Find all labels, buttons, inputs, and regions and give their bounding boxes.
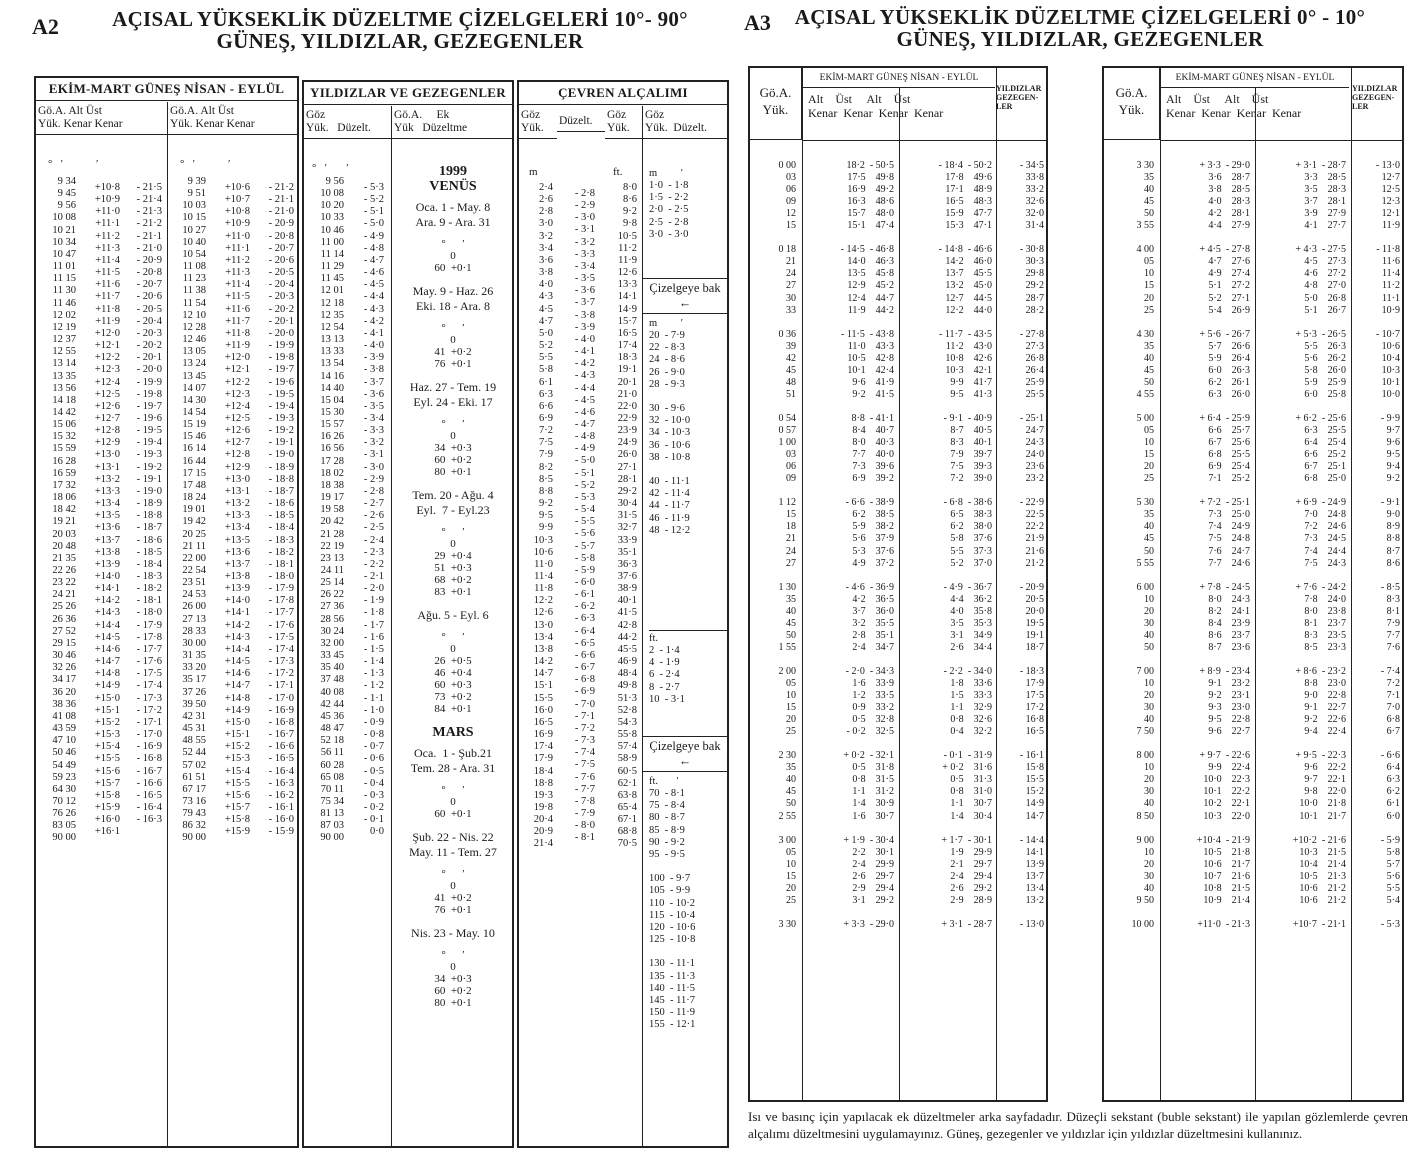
dip-subhead-corr: Düzelt. <box>557 106 605 132</box>
planet-correction-values: ° ′ 0 41 +0·2 76 +0·1 <box>434 322 472 370</box>
header-rule <box>1161 140 1402 141</box>
planet-date-block <box>394 488 512 598</box>
planet-date-block <box>394 380 512 478</box>
dip-subhead-height: Göz Yük. <box>519 106 557 139</box>
title-line-1: AÇISAL YÜKSEKLİK DÜZELTME ÇİZELGELERİ 10°- 90° <box>112 7 688 31</box>
footer-note: Isı ve basınç için yapılacak ek düzeltmeler arka sayfadadır. Düzeçli sekstant (buble sekstant) ile yapılan gözlemlerde çevren alçalımı düzeltmesini uygulamayınız. Güneş, gezegenler ve yıldızlar için yıldızlar düzeltmesini kullanınız. <box>748 1109 1408 1141</box>
summer-lower-limb-column: +10·6 +10·7 +10·8 +10·9 +11·0 +11·1 +11·2 +11·3 +11·4 +11·5 +11·6 +11·7 +11·8 +11·9 +12·0 +12·1 +12·2 +12·3 +12·4 +12·5 +12·6 +12·7 +12·8 +12·9 +13·0 +13·1 +13·2 +13·3 +13·4 +13·5 +13·6 +13·7 +13·8 +13·9 +14·0 +14·1 +14·2 +14·3 +14·4 +14·5 +14·6 +14·7 +14·8 +14·9 +15·0 +15·1 +15·2 +15·3 +15·4 +15·5 +15·6 +15·7 +15·8 +15·9 <box>224 182 250 838</box>
dip-correction-column: - 2·8 - 2·9 - 3·0 - 3·1 - 3·2 - 3·3 - 3·4 - 3·5 - 3·6 - 3·7 - 3·8 - 3·9 - 4·0 - 4·1 - 4·2 - 4·3 - 4·4 - 4·5 - 4·6 - 4·7 - 4·8 - 4·9 - 5·0 - 5·1 - 5·2 - 5·3 - 5·4 - 5·5 - 5·6 - 5·7 - 5·8 - 5·9 - 6·0 - 6·1 - 6·2 - 6·3 - 6·4 - 6·5 - 6·6 - 6·7 - 6·8 - 6·9 - 7·0 - 7·1 - 7·2 - 7·3 - 7·4 - 7·5 - 7·6 - 7·7 - 7·8 - 7·9 - 8·0 - 8·1 <box>574 188 595 844</box>
dip-small-m-2: m ′ 20 - 7·9 22 - 8·3 24 - 8·6 26 - 9·0 28 - 9·3 30 - 9·6 32 - 10·0 34 - 10·3 36 - 10·6 38 - 10·8 40 - 11·1 42 - 11·4 44 - 11·7 46 - 11·9 48 - 12·2 <box>649 318 691 536</box>
planet-correction-values: ° ′ 0 41 +0·2 76 +0·1 <box>434 868 472 916</box>
sun-table-header: EKİM-MART GÜNEŞ NİSAN - EYLÜL <box>36 78 297 101</box>
divider <box>391 106 392 1146</box>
planet-date-block <box>394 608 512 715</box>
dip-small-ft-2: ft. ′ 70 - 8·1 75 - 8·4 80 - 8·7 85 - 8·9 90 - 9·2 95 - 9·5 100 - 9·7 105 - 9·9 110 - 10·2 115 - 10·4 120 - 10·6 125 - 10·8 130 - 11·1 135 - 11·3 140 - 11·5 145 - 11·7 150 - 11·9 155 - 12·1 <box>649 776 696 1031</box>
dip-table <box>517 80 729 1148</box>
unit-ft: ft. <box>613 166 623 178</box>
venus-label: VENÜS <box>429 179 477 194</box>
venus-blocks <box>394 200 512 715</box>
low-altitude-table-2 <box>1102 66 1404 1102</box>
stars-correction-column: - 5·3 - 5·2 - 5·1 - 5·0 - 4·9 - 4·8 - 4·7 - 4·6 - 4·5 - 4·4 - 4·3 - 4·2 - 4·1 - 4·0 - 3·9 - 3·8 - 3·7 - 3·6 - 3·5 - 3·4 - 3·3 - 3·2 - 3·1 - 3·0 - 2·9 - 2·8 - 2·7 - 2·6 - 2·5 - 2·4 - 2·3 - 2·2 - 2·1 - 2·0 - 1·9 - 1·8 - 1·7 - 1·6 - 1·5 - 1·4 - 1·3 - 1·2 - 1·1 - 1·0 - 0·9 - 0·8 - 0·7 - 0·6 - 0·5 - 0·4 - 0·3 - 0·2 - 0·1 0·0 <box>363 182 384 838</box>
altitude-column: 0 00 03 06 09 12 15 0 18 21 24 27 30 33 0 36 39 42 45 48 51 0 54 0 57 1 00 03 06 09 1 12 15 18 21 24 27 1 30 35 40 45 50 1 55 2 00 05 10 15 20 25 2 30 35 40 45 50 2 55 3 00 05 10 15 20 25 3 30 <box>778 160 796 930</box>
planet-date-range: Şub. 22 - Nis. 22 May. 11 - Tem. 27 <box>409 830 497 859</box>
winter-limb-column: 18·2 - 50·5 17·5 49·8 16·9 49·2 16·3 48·6 15·7 48·0 15·1 47·4 - 14·5 - 46·8 14·0 46·3 13·5 45·8 12·9 45·2 12·4 44·7 11·9 44·2 - 11·5 - 43·8 11·0 43·3 10·5 42·8 10·1 42·4 9·6 41·9 9·2 41·5 8·8 - 41·1 8·4 40·7 8·0 40·3 7·7 40·0 7·3 39·6 6·9 39·2 - 6·6 - 38·9 6·2 38·5 5·9 38·2 5·6 37·9 5·3 37·6 4·9 37·2 - 4·6 - 36·9 4·2 36·5 3·7 36·0 3·2 35·5 2·8 35·1 2·4 34·7 - 2·0 - 34·3 1·6 33·9 1·2 33·5 0·9 33·2 0·5 32·8 - 0·2 32·5 + 0·2 - 32·1 0·5 31·8 0·8 31·5 1·1 31·2 1·4 30·9 1·6 30·7 + 1·9 - 30·4 2·2 30·1 2·4 29·9 2·6 29·7 2·9 29·4 3·1 29·2 + 3·3 - 29·0 <box>840 160 894 930</box>
stars-column: - 34·5 33·8 33·2 32·6 32·0 31·4 - 30·8 30·3 29·8 29·2 28·7 28·2 - 27·8 27·3 26·8 26·4 25·9 25·5 - 25·1 24·7 24·3 24·0 23·6 23·2 - 22·9 22·5 22·2 21·9 21·6 21·2 - 20·9 20·5 20·0 19·5 19·1 18·7 - 18·3 17·9 17·5 17·2 16·8 16·5 - 16·1 15·8 15·5 15·2 14·9 14·7 - 14·4 14·1 13·9 13·7 13·4 13·2 - 13·0 <box>1019 160 1044 930</box>
divider <box>167 102 168 1146</box>
planet-date-block <box>394 284 512 370</box>
summer-upper-limb-column: - 21·2 - 21·1 - 21·0 - 20·9 - 20·8 - 20·7 - 20·6 - 20·5 - 20·4 - 20·3 - 20·2 - 20·1 - 20·0 - 19·9 - 19·8 - 19·7 - 19·6 - 19·5 - 19·4 - 19·3 - 19·2 - 19·1 - 19·0 - 18·9 - 18·8 - 18·7 - 18·6 - 18·5 - 18·4 - 18·3 - 18·2 - 18·1 - 18·0 - 17·9 - 17·8 - 17·7 - 17·6 - 17·5 - 17·4 - 17·3 - 17·2 - 17·1 - 17·0 - 16·9 - 16·8 - 16·7 - 16·6 - 16·5 - 16·4 - 16·3 - 16·2 - 16·1 - 16·0 - 15·9 <box>268 182 294 838</box>
altitude-header: Gö.A. Yük. <box>1104 68 1160 140</box>
dip-subhead-height-ft: Göz Yük. <box>605 106 643 139</box>
planet-date-range: Oca. 1 - Şub.21 Tem. 28 - Ara. 31 <box>410 746 496 775</box>
planet-date-block <box>394 830 512 916</box>
left-arrow-icon: ← <box>678 754 692 768</box>
page-code: A2 <box>32 14 59 39</box>
planet-date-block <box>394 746 512 820</box>
planet-correction-values: ° ′ 0 29 +0·4 51 +0·3 68 +0·2 83 +0·1 <box>434 526 472 598</box>
units: ° ′ ′ <box>312 162 349 174</box>
planet-correction-values: ° ′ 0 34 +0·3 60 +0·2 80 +0·1 <box>434 418 472 478</box>
winter-upper-limb-column: - 21·5 - 21·4 - 21·3 - 21·2 - 21·1 - 21·0 - 20·9 - 20·8 - 20·7 - 20·6 - 20·5 - 20·4 - 20·3 - 20·2 - 20·1 - 20·0 - 19·9 - 19·8 - 19·7 - 19·6 - 19·5 - 19·4 - 19·3 - 19·2 - 19·1 - 19·0 - 18·9 - 18·8 - 18·7 - 18·6 - 18·5 - 18·4 - 18·3 - 18·2 - 18·1 - 18·0 - 17·9 - 17·8 - 17·7 - 17·6 - 17·5 - 17·4 - 17·3 - 17·2 - 17·1 - 17·0 - 16·9 - 16·8 - 16·7 - 16·6 - 16·5 - 16·4 - 16·3 <box>136 182 162 826</box>
year-label: 1999 <box>439 164 467 179</box>
planet-date-range: Ağu. 5 - Eyl. 6 <box>417 608 489 622</box>
dip-table-header: ÇEVREN ALÇALIMI <box>519 82 727 105</box>
units: ° ′ ′ <box>48 158 99 170</box>
stars-subhead-left: Göz Yük. Düzelt. <box>304 106 392 139</box>
sun-header: EKİM-MART GÜNEŞ NİSAN - EYLÜL <box>803 68 995 88</box>
page-title <box>100 8 700 52</box>
title-line-2: GÜNEŞ, YILDIZLAR, GEZEGENLER <box>896 27 1264 51</box>
dip-small-m-1: m ′ 1·0 - 1·8 1·5 - 2·2 2·0 - 2·5 2·5 - 2·8 3·0 - 3·0 <box>649 168 689 240</box>
divider <box>802 68 803 1100</box>
planet-correction-values: ° ′ 0 60 +0·1 <box>434 238 472 274</box>
divider <box>1255 88 1256 1100</box>
planet-date-block <box>394 926 512 1009</box>
dip-subhead-small: Göz Yük. Düzelt. <box>643 106 727 139</box>
divider <box>996 68 997 1100</box>
divider <box>1351 68 1352 1100</box>
planet-correction-values: ° ′ 0 26 +0·5 46 +0·4 60 +0·3 73 +0·2 84 +0·1 <box>434 631 472 715</box>
planet-date-range: May. 9 - Haz. 26 Eki. 18 - Ara. 8 <box>412 284 494 313</box>
mars-label: MARS <box>432 725 474 740</box>
see-table-text: Çizelgeye bak <box>649 739 721 753</box>
summer-altitude-column: 9 39 9 51 10 03 10 15 10 27 10 40 10 54 11 08 11 23 11 38 11 54 12 10 12 28 12 46 13 05 13 24 13 45 14 07 14 30 14 54 15 19 15 46 16 14 16 44 17 15 17 48 18 24 19 01 19 42 20 25 21 11 22 00 22 54 23 51 24 53 26 00 27 13 28 33 30 00 31 35 33 20 35 17 37 26 39 50 42 31 45 31 48 55 52 44 57 02 61 51 67 17 73 16 79 43 86 32 90 00 <box>182 176 206 844</box>
see-table-text: Çizelgeye bak <box>649 281 721 295</box>
units: ° ′ ′ <box>180 158 231 170</box>
dip-small-ft-1: ft. 2 - 1·4 4 - 1·9 6 - 2·4 8 - 2·7 10 - 3·1 <box>649 630 729 706</box>
page-code: A3 <box>744 10 771 35</box>
see-table-note-2 <box>643 736 727 772</box>
stars-altitude-column: 9 56 10 08 10 20 10 33 10 46 11 00 11 14 11 29 11 45 12 01 12 18 12 35 12 54 13 13 13 33 13 54 14 16 14 40 15 04 15 30 15 57 16 26 16 56 17 28 18 02 18 38 19 17 19 58 20 42 21 28 22 19 23 13 24 11 25 14 26 22 27 36 28 56 30 24 32 00 33 45 35 40 37 48 40 08 42 44 45 36 48 47 52 18 56 11 60 28 65 08 70 11 75 34 81 13 87 03 90 00 <box>320 176 344 844</box>
sun-header: EKİM-MART GÜNEŞ NİSAN - EYLÜL <box>1161 68 1349 88</box>
altitude-header: Gö.A. Yük. <box>750 68 802 140</box>
stars-column: - 13·0 12·7 12·5 12·3 12·1 11·9 - 11·8 11·6 11·4 11·2 11·1 10·9 - 10·7 10·6 10·4 10·3 10·1 10·0 - 9·9 9·7 9·6 9·5 9·4 9·2 - 9·1 9·0 8·9 8·8 8·7 8·6 - 8·5 8·3 8·1 7·9 7·7 7·6 - 7·4 7·2 7·1 7·0 6·8 6·7 - 6·6 6·4 6·3 6·2 6·1 6·0 - 5·9 5·8 5·7 5·6 5·5 5·4 - 5·3 <box>1375 160 1400 930</box>
stars-table-header: YILDIZLAR VE GEZEGENLER <box>304 82 512 105</box>
planet-correction-values: ° ′ 0 60 +0·1 <box>434 784 472 820</box>
sun-subhead-winter: Gö.A. Alt Üst Yük. Kenar Kenar <box>36 102 168 135</box>
planet-date-range: Nis. 23 - May. 10 <box>411 926 495 940</box>
page-title <box>780 6 1380 50</box>
winter-lower-limb-column: +10·8 +10·9 +11·0 +11·1 +11·2 +11·3 +11·4 +11·5 +11·6 +11·7 +11·8 +11·9 +12·0 +12·1 +12·2 +12·3 +12·4 +12·5 +12·6 +12·7 +12·8 +12·9 +13·0 +13·1 +13·2 +13·3 +13·4 +13·5 +13·6 +13·7 +13·8 +13·9 +14·0 +14·1 +14·2 +14·3 +14·4 +14·5 +14·6 +14·7 +14·8 +14·9 +15·0 +15·1 +15·2 +15·3 +15·4 +15·5 +15·6 +15·7 +15·8 +15·9 +16·0 +16·1 <box>94 182 120 838</box>
dip-m-column: 2·4 2·6 2·8 3·0 3·2 3·4 3·6 3·8 4·0 4·3 4·5 4·7 5·0 5·2 5·5 5·8 6·1 6·3 6·6 6·9 7·2 7·5 7·9 8·2 8·5 8·8 9·2 9·5 9·9 10·3 10·6 11·0 11·4 11·8 12·2 12·6 13·0 13·4 13·8 14·2 14·7 15·1 15·5 16·0 16·5 16·9 17·4 17·9 18·4 18·8 19·3 19·8 20·4 20·9 21·4 <box>533 182 553 850</box>
dip-ft-column: 8·0 8·6 9·2 9·8 10·5 11·2 11·9 12·6 13·3 14·1 14·9 15·7 16·5 17·4 18·3 19·1 20·1 21·0 22·0 22·9 23·9 24·9 26·0 27·1 28·1 29·2 30·4 31·5 32·7 33·9 35·1 36·3 37·6 38·9 40·1 41·5 42·8 44·2 45·5 46·9 48·4 49·8 51·3 52·8 54·3 55·8 57·4 58·9 60·5 62·1 63·8 65·4 67·1 68·8 70·5 <box>617 182 637 850</box>
see-table-note-1 <box>643 278 727 314</box>
divider <box>1160 68 1161 1100</box>
header-rule <box>803 140 1046 141</box>
divider <box>642 106 643 1146</box>
planet-correction-values: ° ′ 0 34 +0·3 60 +0·2 80 +0·1 <box>434 949 472 1009</box>
planet-date-range: Oca. 1 - May. 8 Ara. 9 - Ara. 31 <box>415 200 491 229</box>
planet-date-range: Haz. 27 - Tem. 19 Eyl. 24 - Eki. 17 <box>409 380 497 409</box>
stars-header: YILDIZLAR GEZEGEN- LER <box>1352 84 1398 111</box>
divider <box>899 88 900 1100</box>
stars-header: YILDIZLAR GEZEGEN- LER <box>996 84 1042 111</box>
sun-subhead-summer: Gö.A. Alt Üst Yük. Kenar Kenar <box>168 102 297 135</box>
summer-limb-column: + 3·1 - 28·7 3·3 28·5 3·5 28·3 3·7 28·1 3·9 27·9 4·1 27·7 + 4·3 - 27·5 4·5 27·3 4·6 27·2 4·8 27·0 5·0 26·8 5·1 26·7 + 5·3 - 26·5 5·5 26·3 5·6 26·2 5·8 26·0 5·9 25·9 6·0 25·8 + 6·2 - 25·6 6·3 25·5 6·4 25·4 6·6 25·2 6·7 25·1 6·8 25·0 + 6·9 - 24·9 7·0 24·8 7·2 24·6 7·3 24·5 7·4 24·4 7·5 24·3 + 7·6 - 24·2 7·8 24·0 8·0 23·8 8·1 23·7 8·3 23·5 8·5 23·3 + 8·6 - 23·2 8·8 23·0 9·0 22·8 9·1 22·7 9·2 22·6 9·4 22·4 + 9·5 - 22·3 9·6 22·2 9·7 22·1 9·8 22·0 10·0 21·8 10·1 21·7 +10·2 - 21·6 10·3 21·5 10·4 21·4 10·5 21·3 10·6 21·2 10·6 21·2 +10·7 - 21·1 <box>1292 160 1346 930</box>
title-line-2: GÜNEŞ, YILDIZLAR, GEZEGENLER <box>216 29 584 53</box>
title-line-1: AÇISAL YÜKSEKLİK DÜZELTME ÇİZELGELERİ 0° - 10° <box>794 5 1366 29</box>
unit-m: m <box>529 166 538 178</box>
planet-date-range: Tem. 20 - Ağu. 4 Eyl. 7 - Eyl.23 <box>412 488 494 517</box>
winter-altitude-column: 9 34 9 45 9 56 10 08 10 21 10 34 10 47 11 01 11 15 11 30 11 46 12 02 12 19 12 37 12 55 13 14 13 35 13 56 14 18 14 42 15 06 15 32 15 59 16 28 16 59 17 32 18 06 18 42 19 21 20 03 20 48 21 35 22 26 23 22 24 21 25 26 26 36 27 52 29 15 30 46 32 26 34 17 36 20 38 36 41 08 43 59 47 10 50 46 54 49 59 23 64 30 70 12 76 26 83 05 90 00 <box>52 176 76 844</box>
stars-subhead-right: Gö.A. Ek Yük Düzeltme <box>392 106 512 139</box>
page-a3 <box>740 0 1410 1167</box>
altitude-column: 3 30 35 40 45 50 3 55 4 00 05 10 15 20 25 4 30 35 40 45 50 4 55 5 00 05 10 15 20 25 5 30 35 40 45 50 5 55 6 00 10 20 30 40 50 7 00 10 20 30 40 7 50 8 00 10 20 30 40 8 50 9 00 10 20 30 40 9 50 10 00 <box>1131 160 1154 930</box>
sun-table <box>34 76 299 1148</box>
winter-limb-column: + 3·3 - 29·0 3·6 28·7 3·8 28·5 4·0 28·3 4·2 28·1 4·4 27·9 + 4·5 - 27·8 4·7 27·6 4·9 27·4 5·1 27·2 5·2 27·1 5·4 26·9 + 5·6 - 26·7 5·7 26·6 5·9 26·4 6·0 26·3 6·2 26·1 6·3 26·0 + 6·4 - 25·9 6·6 25·7 6·7 25·6 6·8 25·5 6·9 25·4 7·1 25·2 + 7·2 - 25·1 7·3 25·0 7·4 24·9 7·5 24·8 7·6 24·7 7·7 24·6 + 7·8 - 24·5 8·0 24·3 8·2 24·1 8·4 23·9 8·6 23·7 8·7 23·6 + 8·9 - 23·4 9·1 23·2 9·2 23·1 9·3 23·0 9·5 22·8 9·6 22·7 + 9·7 - 22·6 9·9 22·4 10·0 22·3 10·1 22·2 10·2 22·1 10·3 22·0 +10·4 - 21·9 10·5 21·8 10·6 21·7 10·7 21·6 10·8 21·5 10·9 21·4 +11·0 - 21·3 <box>1196 160 1250 930</box>
stars-planets-table <box>302 80 514 1148</box>
planet-corrections <box>394 164 512 1019</box>
summer-limb-column: - 18·4 - 50·2 17·8 49·6 17·1 48·9 16·5 48·3 15·9 47·7 15·3 47·1 - 14·8 - 46·6 14·2 46·0 13·7 45·5 13·2 45·0 12·7 44·5 12·2 44·0 - 11·7 - 43·5 11·2 43·0 10·8 42·6 10·3 42·1 9·9 41·7 9·5 41·3 - 9·1 - 40·9 8·7 40·5 8·3 40·1 7·9 39·7 7·5 39·3 7·2 39·0 - 6·8 - 38·6 6·5 38·3 6·2 38·0 5·8 37·6 5·5 37·3 5·2 37·0 - 4·9 - 36·7 4·4 36·2 4·0 35·8 3·5 35·3 3·1 34·9 2·6 34·4 - 2·2 - 34·0 1·8 33·6 1·5 33·3 1·1 32·9 0·8 32·6 0·4 32·2 - 0·1 - 31·9 + 0·2 31·6 0·5 31·3 0·8 31·0 1·1 30·7 1·4 30·4 + 1·7 - 30·1 1·9 29·9 2·1 29·7 2·4 29·4 2·6 29·2 2·9 28·9 + 3·1 - 28·7 <box>938 160 992 930</box>
planet-date-block <box>394 200 512 274</box>
limb-headers: Alt Üst Alt Üst Kenar Kenar Kenar Kenar <box>808 92 944 120</box>
left-arrow-icon: ← <box>678 296 692 310</box>
mars-blocks <box>394 746 512 1009</box>
low-altitude-table-1 <box>748 66 1048 1102</box>
limb-headers: Alt Üst Alt Üst Kenar Kenar Kenar Kenar <box>1166 92 1302 120</box>
